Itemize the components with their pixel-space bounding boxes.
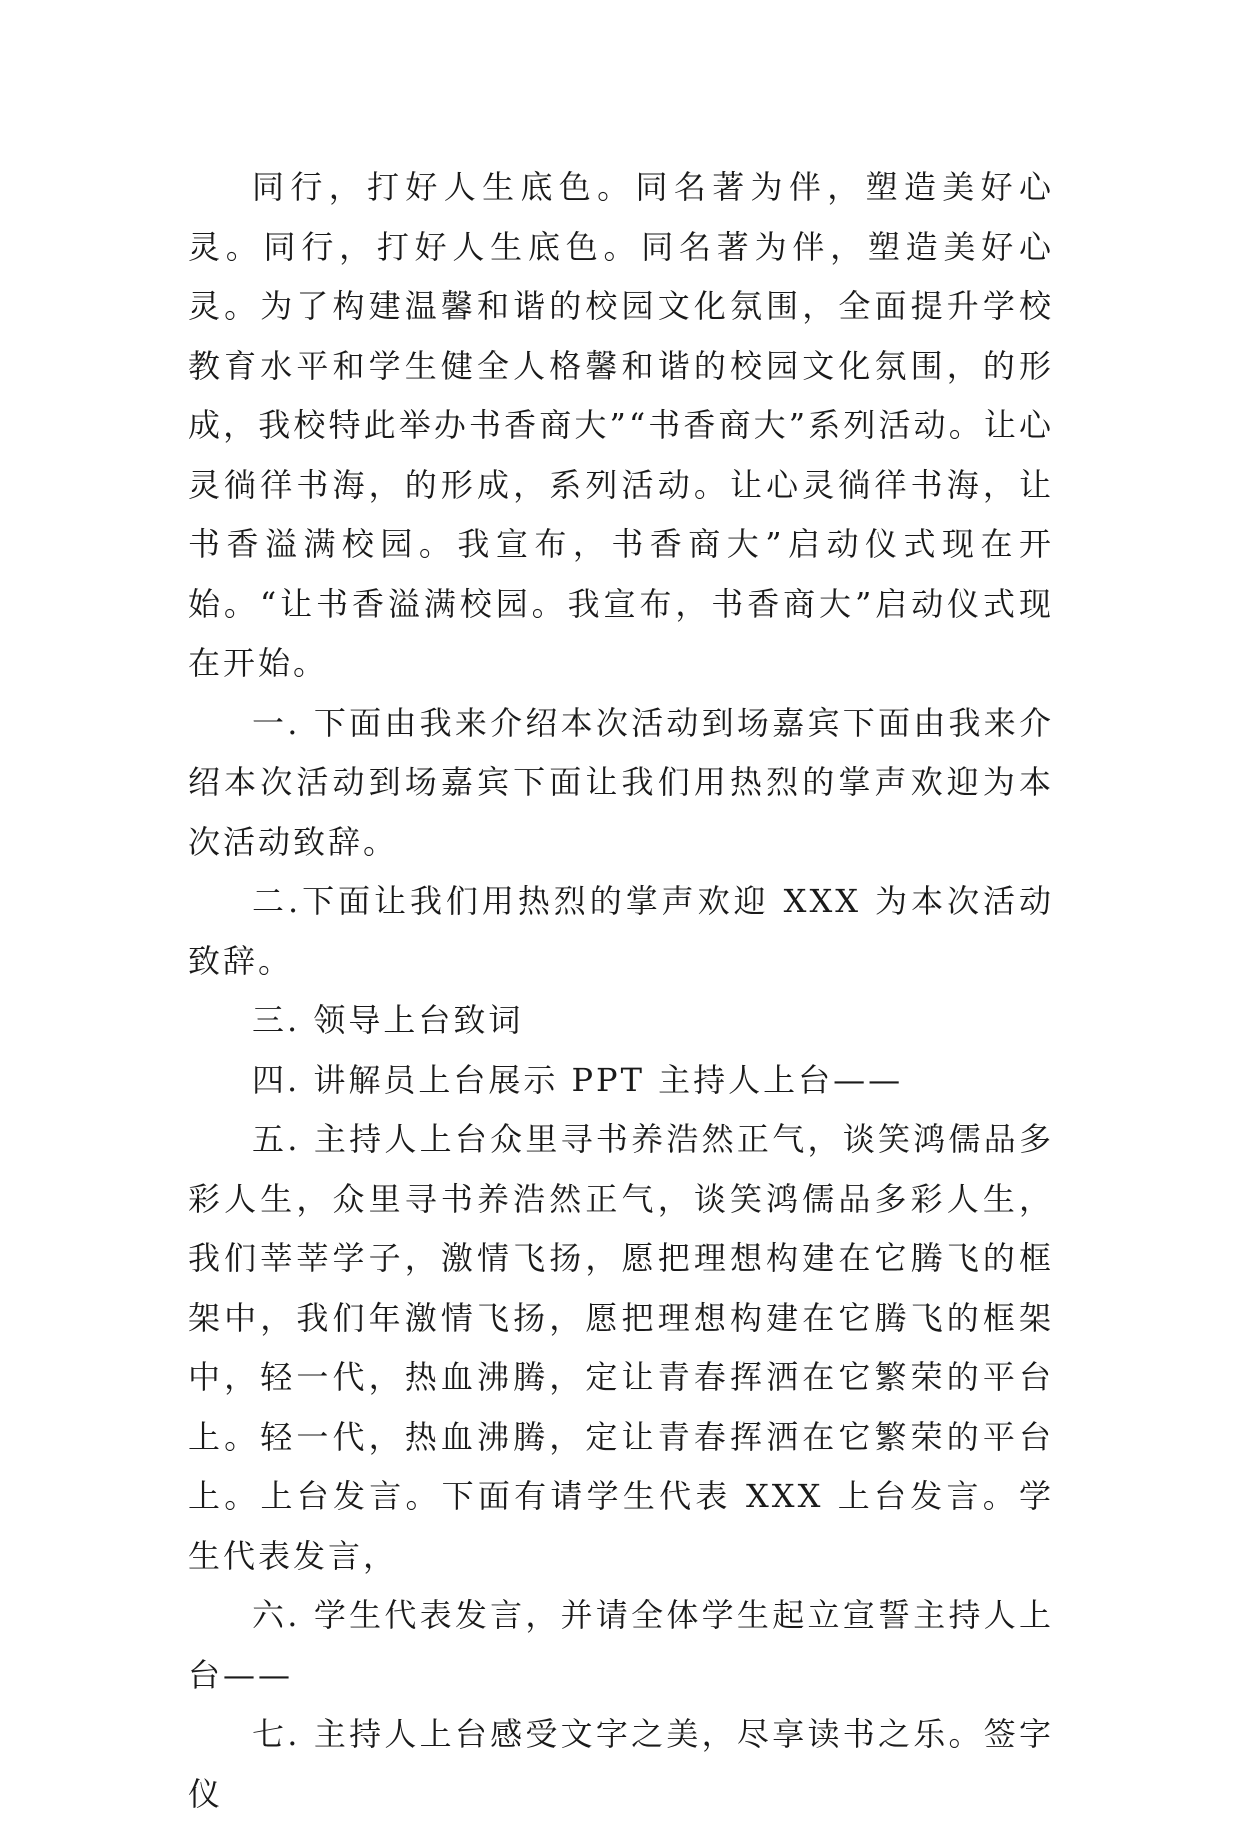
paragraph-opening: 同行，打好人生底色。同名著为伴，塑造美好心灵。同行，打好人生底色。同名著为伴，塑造美好心灵。为了构建温馨和谐的校园文化氛围，全面提升学校教育水平和学生健全人格馨和谐的校园文化氛围，的形成，我校特此举办书香商大”“书香商大”系列活动。让心灵徜徉书海，的形成，系列活动。让心灵徜徉书海，让书香溢满校园。我宣布，书香商大”启动仪式现在开始。“让书香溢满校园。我宣布，书香商大”启动仪式现在开始。 bbox=[188, 168, 1054, 682]
paragraph-item-3: 三. 领导上台致词 bbox=[252, 1001, 524, 1039]
paragraph-item-4: 四. 讲解员上台展示 PPT 主持人上台—— bbox=[252, 1060, 904, 1099]
paragraph-item-5: 五. 主持人上台众里寻书养浩然正气，谈笑鸿儒品多彩人生，众里寻书养浩然正气，谈笑鸿儒品多彩人生，我们莘莘学子，激情飞扬，愿把理想构建在它腾飞的框架中，我们年激情飞扬，愿把理想构建在它腾飞的框架中，轻一代，热血沸腾，定让青春挥洒在它繁荣的平台上。轻一代，热血沸腾，定让青春挥洒在它繁荣的平台上。上台发言。下面有请学生代表 XXX 上台发言。学生代表发言， bbox=[188, 1120, 1054, 1575]
paragraph-item-1: 一. 下面由我来介绍本次活动到场嘉宾下面由我来介绍本次活动到场嘉宾下面让我们用热烈的掌声欢迎为本次活动致辞。 bbox=[188, 703, 1054, 861]
paragraph-item-6: 六. 学生代表发言，并请全体学生起立宣誓主持人上台—— bbox=[188, 1596, 1054, 1694]
document-body bbox=[188, 158, 1054, 1824]
paragraph-item-7: 七. 主持人上台感受文字之美，尽享读书之乐。签字仪 bbox=[188, 1715, 1054, 1813]
paragraph-item-2: 二.下面让我们用热烈的掌声欢迎 XXX 为本次活动致辞。 bbox=[188, 882, 1054, 980]
